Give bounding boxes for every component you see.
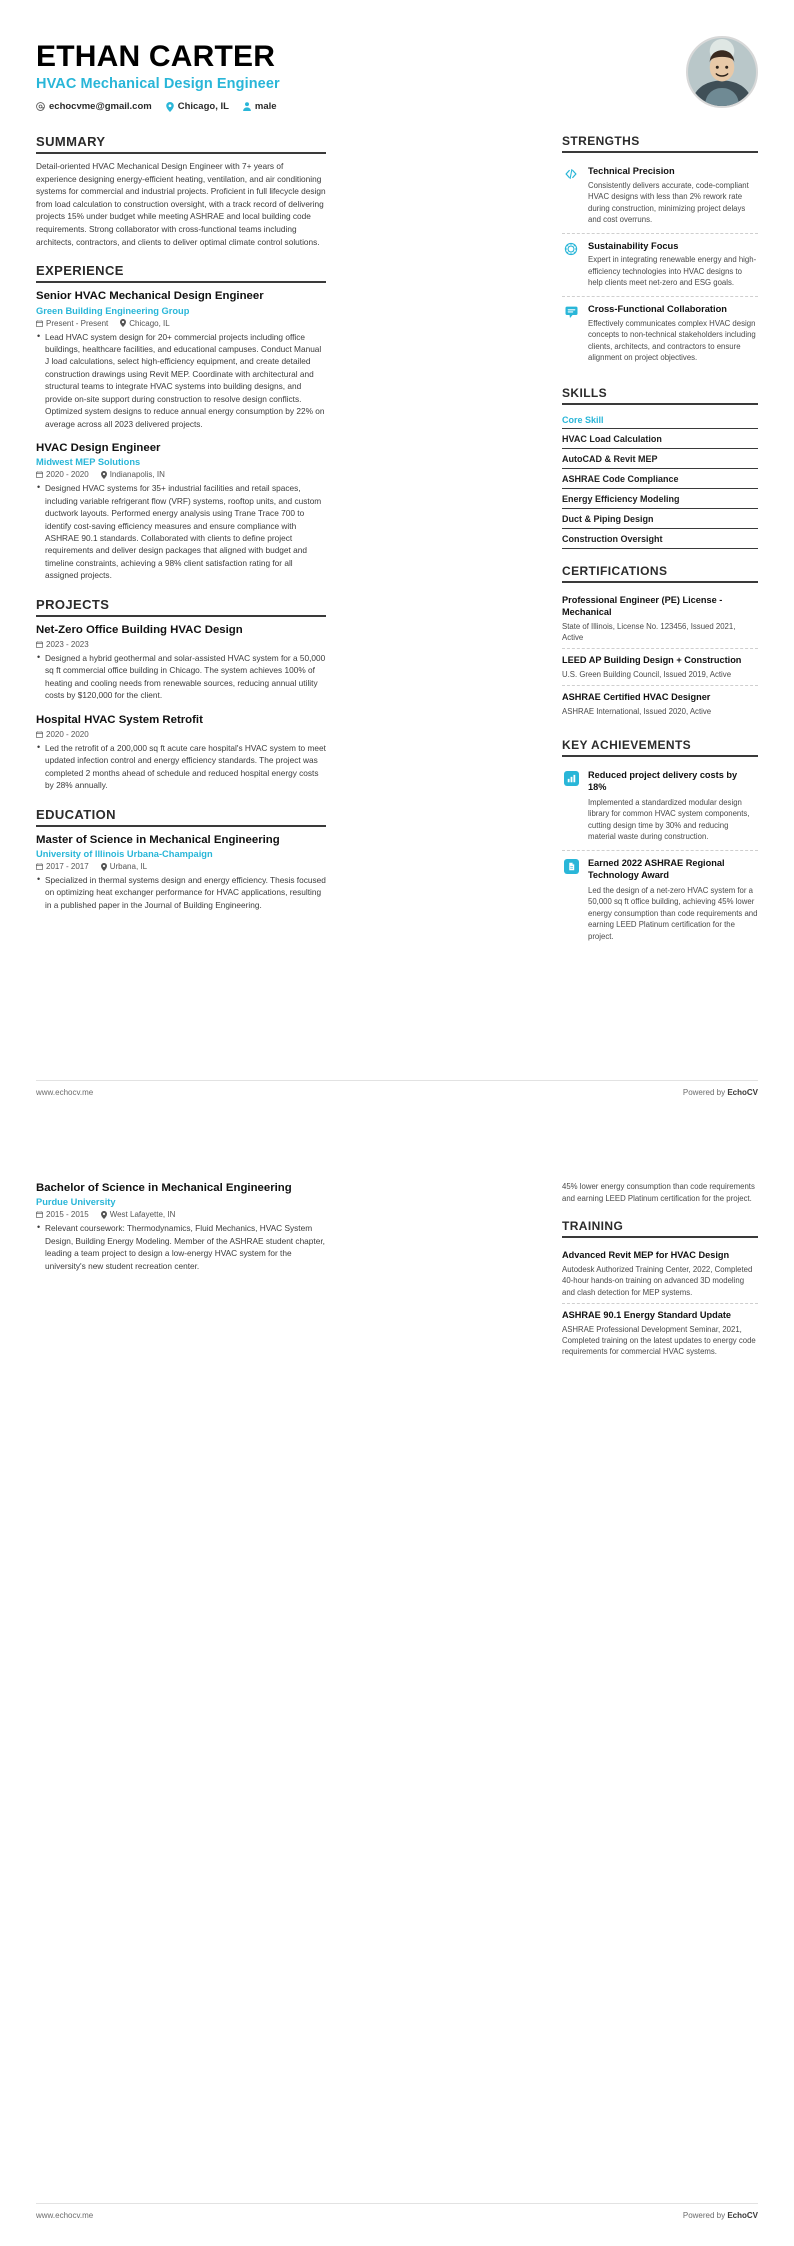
person-icon xyxy=(243,102,251,111)
candidate-job-title: HVAC Mechanical Design Engineer xyxy=(36,76,280,92)
entry-title: HVAC Design Engineer xyxy=(36,442,161,455)
contact-email xyxy=(36,101,152,112)
entry-location xyxy=(101,862,147,871)
calendar-icon xyxy=(36,731,43,738)
calendar-icon xyxy=(36,320,43,327)
achievement-item xyxy=(562,850,758,950)
education-entry xyxy=(36,1181,326,1272)
chat-bubble-icon xyxy=(562,304,580,364)
footer-brand xyxy=(683,2211,758,2220)
entry-dates-text: 2023 - 2023 xyxy=(46,640,89,650)
experience-heading: EXPERIENCE xyxy=(36,263,326,283)
skill-item: Energy Efficiency Modeling xyxy=(562,488,758,508)
achievement-item xyxy=(562,763,758,850)
skill-item: HVAC Load Calculation xyxy=(562,428,758,448)
calendar-icon xyxy=(36,1211,43,1218)
entry-org: Green Building Engineering Group xyxy=(36,305,190,316)
key-achievements-heading: KEY ACHIEVEMENTS xyxy=(562,738,758,757)
code-brackets-icon xyxy=(562,166,580,226)
strength-item xyxy=(562,296,758,371)
section-training xyxy=(562,1219,758,1363)
entry-location-text: Urbana, IL xyxy=(109,862,148,872)
entry-dates-text: 2020 - 2020 xyxy=(46,470,89,480)
achievement-badge xyxy=(564,771,579,786)
skill-item: ASHRAE Code Compliance xyxy=(562,468,758,488)
skill-item: Construction Oversight xyxy=(562,528,758,548)
left-column-page2 xyxy=(36,1181,326,1287)
bullet: • Designed a hybrid geothermal and solar-assisted HVAC system for a 50,000 sq ft commercial office building in Chicago. The system achieves 100% of heating and cooling needs from renewable sources, reducing annual utility costs by $120,000 for the client. xyxy=(36,652,326,702)
footer-url[interactable]: www.echocv.me xyxy=(36,1088,94,1097)
certification-item xyxy=(562,648,758,685)
project-entry xyxy=(36,713,326,792)
entry-dates xyxy=(36,862,89,871)
training-name: Advanced Revit MEP for HVAC Design xyxy=(562,1250,730,1261)
resume-header xyxy=(36,34,758,112)
entry-dates xyxy=(36,1210,89,1219)
calendar-icon xyxy=(36,641,43,648)
strength-title: Technical Precision xyxy=(588,166,675,176)
achievement-badge xyxy=(564,859,579,874)
bullet: • Relevant coursework: Thermodynamics, Fluid Mechanics, HVAC System Design, Building Energy Modeling. Member of the ASHRAE student chapter, leading a team project to design a low-energy HVAC system for the university's new student recreation center. xyxy=(36,1222,326,1272)
certification-name: Professional Engineer (PE) License - Mechanical xyxy=(562,594,723,617)
page-footer xyxy=(36,2203,758,2220)
certification-name: ASHRAE Certified HVAC Designer xyxy=(562,692,711,703)
right-column-page2 xyxy=(562,1181,758,1378)
contact-list xyxy=(36,101,280,112)
section-skills xyxy=(562,386,758,549)
strength-item xyxy=(562,159,758,233)
contact-email-text: echocvme@gmail.com xyxy=(49,101,152,112)
experience-entry xyxy=(36,289,326,430)
entry-title: Senior HVAC Mechanical Design Engineer xyxy=(36,290,264,303)
training-desc: ASHRAE Professional Development Seminar, 2021, Completed training on the latest updates to energy code requirements for commercial HVAC systems. xyxy=(562,1324,756,1357)
entry-meta xyxy=(36,470,326,479)
achievement-desc: Implemented a standardized modular design library for common HVAC system components, cutting design time by 30% and reducing material waste during construction. xyxy=(588,797,750,842)
entry-bullets xyxy=(36,482,326,582)
entry-meta xyxy=(36,319,326,328)
footer-brand-name: EchoCV xyxy=(727,1088,758,1097)
entry-dates xyxy=(36,470,89,479)
section-education-continued xyxy=(36,1181,326,1272)
entry-bullets xyxy=(36,874,326,911)
location-pin-icon xyxy=(101,863,107,871)
achievement-desc: Led the design of a net-zero HVAC system for a 50,000 sq ft office building, achieving 45% lower energy consumption than code requirements and earning LEED Platinum certification for the project. xyxy=(588,885,758,941)
section-summary xyxy=(36,134,326,248)
calendar-icon xyxy=(36,863,43,870)
entry-location-text: West Lafayette, IN xyxy=(109,1210,176,1220)
location-pin-icon xyxy=(166,102,174,112)
email-icon xyxy=(36,102,45,111)
training-desc: Autodesk Authorized Training Center, 2022, Completed 40-hour hands-on training on advanced 3D modeling and clash detection for MEP systems. xyxy=(562,1265,753,1297)
certification-item xyxy=(562,685,758,722)
strength-desc: Consistently delivers accurate, code-compliant HVAC designs with less than 2% rework rate during construction, minimizing project delays and cost overruns. xyxy=(588,180,749,225)
resume-page-2 xyxy=(0,1123,794,2246)
summary-text: Detail-oriented HVAC Mechanical Design Engineer with 7+ years of experience designing energy-efficient heating, ventilation, and air conditioning systems for commercial and industrial projects. Proficient in full lifecycle design from load calculation to construction oversight, with a track record of delivering projects 15% under budget while meeting ASHRAE and local building code requirements. Strong collaborator with cross-functional teams including architects, contractors, and clients to deliver optimal climate control solutions. xyxy=(36,161,326,247)
entry-bullets xyxy=(36,652,326,702)
candidate-name: ETHAN CARTER xyxy=(36,40,276,73)
skills-list xyxy=(562,428,758,549)
footer-powered-label: Powered by xyxy=(682,1088,728,1097)
footer-brand-name: EchoCV xyxy=(727,2211,758,2220)
achievement-title: Reduced project delivery costs by 18% xyxy=(588,769,738,792)
section-projects xyxy=(36,597,326,792)
entry-org: University of Illinois Urbana-Champaign xyxy=(36,849,213,860)
strength-title: Cross-Functional Collaboration xyxy=(588,303,727,314)
education-entry xyxy=(36,833,326,912)
entry-location xyxy=(101,470,165,479)
entry-title: Net-Zero Office Building HVAC Design xyxy=(36,623,243,636)
section-certifications xyxy=(562,564,758,723)
entry-meta xyxy=(36,730,326,739)
section-experience xyxy=(36,263,326,582)
achievement-continued xyxy=(562,1181,758,1204)
skill-item: Duct & Piping Design xyxy=(562,508,758,528)
skills-core-label: Core Skill xyxy=(562,414,604,425)
entry-org: Purdue University xyxy=(36,1197,116,1208)
bullet: • Specialized in thermal systems design and energy efficiency. Thesis focused on optimizing heat exchanger performance for HVAC applications, resulting in a published paper in the Journal of Building Engineering. xyxy=(36,874,326,911)
entry-location-text: Chicago, IL xyxy=(129,318,170,328)
achievement-desc-continued: 45% lower energy consumption than code requirements and earning LEED Platinum certification for the project. xyxy=(562,1182,755,1203)
contact-gender-text: male xyxy=(254,101,277,112)
entry-bullets xyxy=(36,331,326,431)
contact-location-text: Chicago, IL xyxy=(177,101,229,112)
entry-location xyxy=(120,319,169,328)
footer-brand xyxy=(683,1088,758,1097)
strengths-heading: STRENGTHS xyxy=(562,134,758,153)
strength-item xyxy=(562,233,758,296)
bar-chart-icon xyxy=(562,770,580,843)
award-ribbon-icon xyxy=(562,858,580,943)
entry-location xyxy=(101,1210,176,1219)
skill-item: AutoCAD & Revit MEP xyxy=(562,448,758,468)
certification-desc: ASHRAE International, Issued 2020, Active xyxy=(562,707,712,717)
footer-powered-label: Powered by xyxy=(682,2211,728,2220)
education-heading: EDUCATION xyxy=(36,807,326,827)
certification-desc: State of Illinois, License No. 123456, Issued 2021, Active xyxy=(562,621,736,642)
certification-name: LEED AP Building Design + Construction xyxy=(562,655,742,666)
certifications-heading: CERTIFICATIONS xyxy=(562,564,758,583)
bullet: • Designed HVAC systems for 35+ industrial facilities and retail spaces, including variable refrigerant flow (VRF) systems, rooftop units, and custom ductwork layouts. Performed energy analysis using Trane Trace 700 to identify cost-saving efficiency measures and ensure compliance with ASHRAE 90.1 standards. Collaborated with clients to define project requirements and deliver design packages that aligned with budget and timeline constraints, achieving a 98% client satisfaction rating for all assigned projects. xyxy=(36,482,326,582)
strength-desc: Effectively communicates complex HVAC design concepts to non-technical stakeholders including clients, architects, and contractors to ensure alignment on project objectives. xyxy=(588,318,756,363)
entry-title: Master of Science in Mechanical Engineering xyxy=(36,833,280,846)
project-entry xyxy=(36,623,326,702)
avatar xyxy=(686,36,758,108)
entry-dates xyxy=(36,730,89,739)
achievement-title: Earned 2022 ASHRAE Regional Technology Award xyxy=(588,857,725,880)
training-heading: TRAINING xyxy=(562,1219,758,1238)
entry-dates xyxy=(36,319,108,328)
entry-title: Bachelor of Science in Mechanical Engineering xyxy=(36,1182,292,1194)
training-name: ASHRAE 90.1 Energy Standard Update xyxy=(562,1309,731,1320)
entry-meta xyxy=(36,640,326,649)
section-key-achievements xyxy=(562,738,758,950)
entry-dates-text: 2017 - 2017 xyxy=(46,862,89,872)
bullet: • Lead HVAC system design for 20+ commercial projects including office buildings, healthcare facilities, and educational campuses. Conduct Manual J load calculations, select high-efficiency equipment, and create detailed construction drawings using Revit MEP. Coordinate with architectural and structural teams to integrate HVAC systems into building designs, and provide on-site support during construction to resolve design conflicts. Optimized system designs to reduce annual energy consumption by 22% on average across all 2023 delivered projects. xyxy=(36,331,326,431)
entry-bullets xyxy=(36,742,326,792)
page-footer xyxy=(36,1080,758,1097)
right-column xyxy=(562,134,758,964)
entry-meta xyxy=(36,1210,326,1219)
bullet: • Led the retrofit of a 200,000 sq ft acute care hospital's HVAC system to meet updated infection control and energy efficiency standards. The project was completed 2 months ahead of schedule and reduced hospital energy costs by 28% annually. xyxy=(36,742,326,792)
entry-dates-text: 2020 - 2020 xyxy=(46,730,89,740)
contact-location xyxy=(166,101,229,112)
location-pin-icon xyxy=(101,1211,107,1219)
entry-location-text: Indianapolis, IN xyxy=(109,470,165,480)
projects-heading: PROJECTS xyxy=(36,597,326,617)
strength-desc: Expert in integrating renewable energy and high-efficiency technologies into HVAC designs to help clients meet net-zero and ESG goals. xyxy=(588,255,757,288)
summary-heading: SUMMARY xyxy=(36,134,326,154)
footer-url[interactable]: www.echocv.me xyxy=(36,2211,94,2220)
training-item xyxy=(562,1303,758,1363)
skills-heading: SKILLS xyxy=(562,386,758,405)
entry-dates-text: Present - Present xyxy=(46,318,109,328)
strength-title: Sustainability Focus xyxy=(588,240,679,251)
entry-meta xyxy=(36,862,326,871)
entry-bullets xyxy=(36,1222,326,1272)
left-column xyxy=(36,134,326,926)
entry-title: Hospital HVAC System Retrofit xyxy=(36,713,203,726)
gear-leaf-icon xyxy=(562,241,580,289)
section-education xyxy=(36,807,326,912)
entry-dates xyxy=(36,640,89,649)
contact-gender xyxy=(243,101,277,112)
certification-desc: U.S. Green Building Council, Issued 2019, Active xyxy=(562,670,732,680)
location-pin-icon xyxy=(101,471,107,479)
entry-org: Midwest MEP Solutions xyxy=(36,457,141,468)
location-pin-icon xyxy=(120,319,126,327)
calendar-icon xyxy=(36,471,43,478)
section-strengths xyxy=(562,134,758,371)
certification-item xyxy=(562,589,758,649)
training-item xyxy=(562,1244,758,1303)
experience-entry xyxy=(36,441,326,582)
entry-dates-text: 2015 - 2015 xyxy=(46,1210,89,1220)
